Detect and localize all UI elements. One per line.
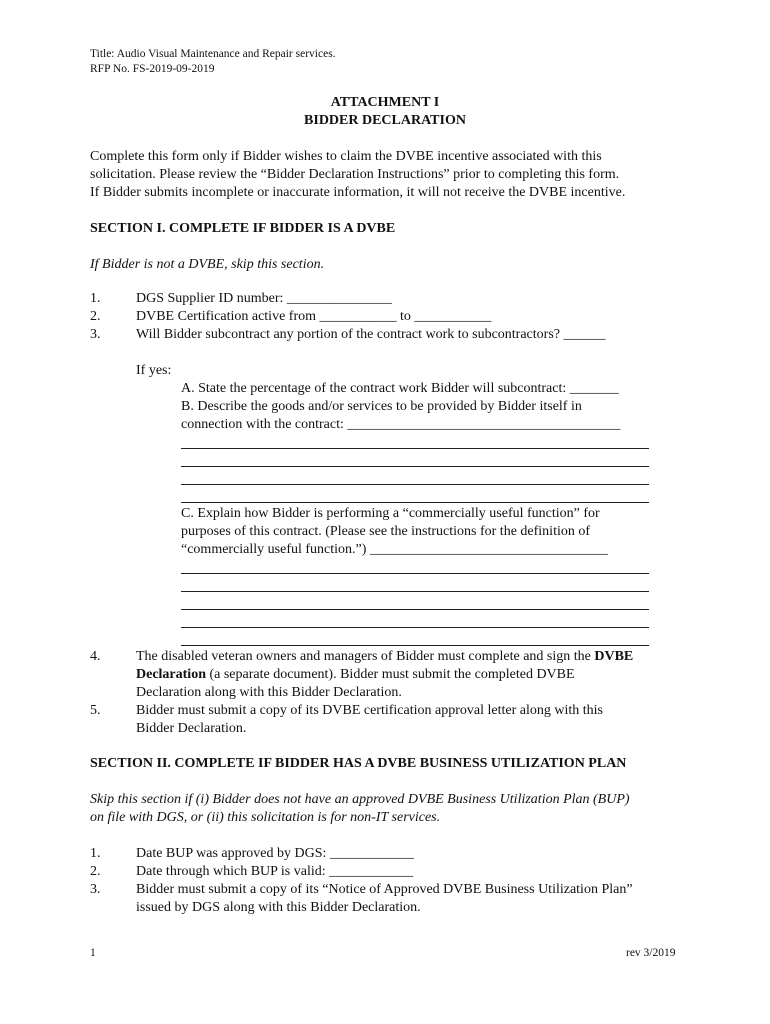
s1-item-5-number: 5. — [90, 703, 101, 718]
answer-line-b-1[interactable] — [181, 448, 649, 449]
answer-line-c-4[interactable] — [181, 627, 649, 628]
sub-b-line-2[interactable]: connection with the contract: _______________________________________ — [181, 417, 621, 432]
section-2-note-line-1: Skip this section if (i) Bidder does not have an approved DVBE Business Utilization Plan (BUP) — [90, 792, 630, 807]
s1-item-4-line-2 — [136, 667, 575, 683]
s2-item-3-number: 3. — [90, 882, 101, 897]
s1-item-5-line-1: Bidder must submit a copy of its DVBE certification approval letter along with this — [136, 703, 603, 718]
s1-item-4-declaration-bold: Declaration — [136, 667, 206, 682]
s2-item-1-number: 1. — [90, 846, 101, 861]
s2-item-2-number: 2. — [90, 864, 101, 879]
form-title: BIDDER DECLARATION — [304, 113, 466, 128]
s1-item-5-line-2: Bidder Declaration. — [136, 721, 247, 736]
footer-revision: rev 3/2019 — [626, 947, 676, 959]
sub-a-percentage[interactable]: A. State the percentage of the contract work Bidder will subcontract: _______ — [181, 381, 619, 396]
s2-item-1-bup-approved-date[interactable]: Date BUP was approved by DGS: ____________ — [136, 846, 414, 861]
s1-item-2-certification-dates[interactable]: DVBE Certification active from ___________ to ___________ — [136, 309, 492, 324]
s2-item-3-line-2: issued by DGS along with this Bidder Declaration. — [136, 900, 421, 915]
s1-item-3-subcontract-question[interactable]: Will Bidder subcontract any portion of the contract work to subcontractors? ______ — [136, 327, 606, 342]
s1-item-4-line-1 — [136, 649, 633, 665]
section-2-note-line-2: on file with DGS, or (ii) this solicitation is for non-IT services. — [90, 810, 441, 825]
answer-line-b-2[interactable] — [181, 466, 649, 467]
answer-line-b-4[interactable] — [181, 502, 649, 503]
attachment-heading: ATTACHMENT I — [330, 95, 440, 110]
section-1-title: SECTION I. COMPLETE IF BIDDER IS A DVBE — [90, 221, 396, 236]
intro-line-2: solicitation. Please review the “Bidder Declaration Instructions” prior to completing this form. — [90, 167, 620, 182]
s2-item-2-bup-valid-date[interactable]: Date through which BUP is valid: ____________ — [136, 864, 414, 879]
header-rfp-number: RFP No. FS-2019-09-2019 — [90, 63, 215, 75]
sub-c-line-2: purposes of this contract. (Please see the instructions for the definition of — [181, 524, 591, 539]
answer-line-c-3[interactable] — [181, 609, 649, 610]
sub-c-line-1: C. Explain how Bidder is performing a “commercially useful function” for — [181, 506, 600, 521]
intro-line-3: If Bidder submits incomplete or inaccurate information, it will not receive the DVBE incentive. — [90, 185, 626, 200]
s1-item-2-number: 2. — [90, 309, 101, 324]
sub-c-line-3[interactable]: “commercially useful function.”) __________________________________ — [181, 542, 608, 557]
s2-item-3-line-1: Bidder must submit a copy of its “Notice of Approved DVBE Business Utilization Plan” — [136, 882, 633, 897]
header-title: Title: Audio Visual Maintenance and Repair services. — [90, 48, 336, 60]
answer-line-b-3[interactable] — [181, 484, 649, 485]
footer-page-number: 1 — [90, 947, 96, 959]
section-1-note: If Bidder is not a DVBE, skip this section. — [90, 257, 325, 272]
s1-item-1-number: 1. — [90, 291, 101, 306]
intro-line-1: Complete this form only if Bidder wishes to claim the DVBE incentive associated with this — [90, 149, 602, 164]
answer-line-c-2[interactable] — [181, 591, 649, 592]
section-2-title: SECTION II. COMPLETE IF BIDDER HAS A DVBE BUSINESS UTILIZATION PLAN — [90, 756, 627, 771]
s1-item-4-line-2-text: (a separate document). Bidder must submit the completed DVBE — [205, 667, 575, 682]
answer-line-c-5[interactable] — [181, 645, 649, 646]
s1-item-1-supplier-id[interactable]: DGS Supplier ID number: _______________ — [136, 291, 392, 306]
s1-item-4-line-3: Declaration along with this Bidder Declaration. — [136, 685, 402, 700]
answer-line-c-1[interactable] — [181, 573, 649, 574]
sub-b-line-1: B. Describe the goods and/or services to be provided by Bidder itself in — [181, 399, 582, 414]
s1-item-4-number: 4. — [90, 649, 101, 664]
if-yes-label: If yes: — [136, 363, 172, 378]
s1-item-4-line-1-text: The disabled veteran owners and managers of Bidder must complete and sign the — [136, 649, 595, 664]
s1-item-4-dvbe-bold: DVBE — [594, 649, 634, 664]
s1-item-3-number: 3. — [90, 327, 101, 342]
